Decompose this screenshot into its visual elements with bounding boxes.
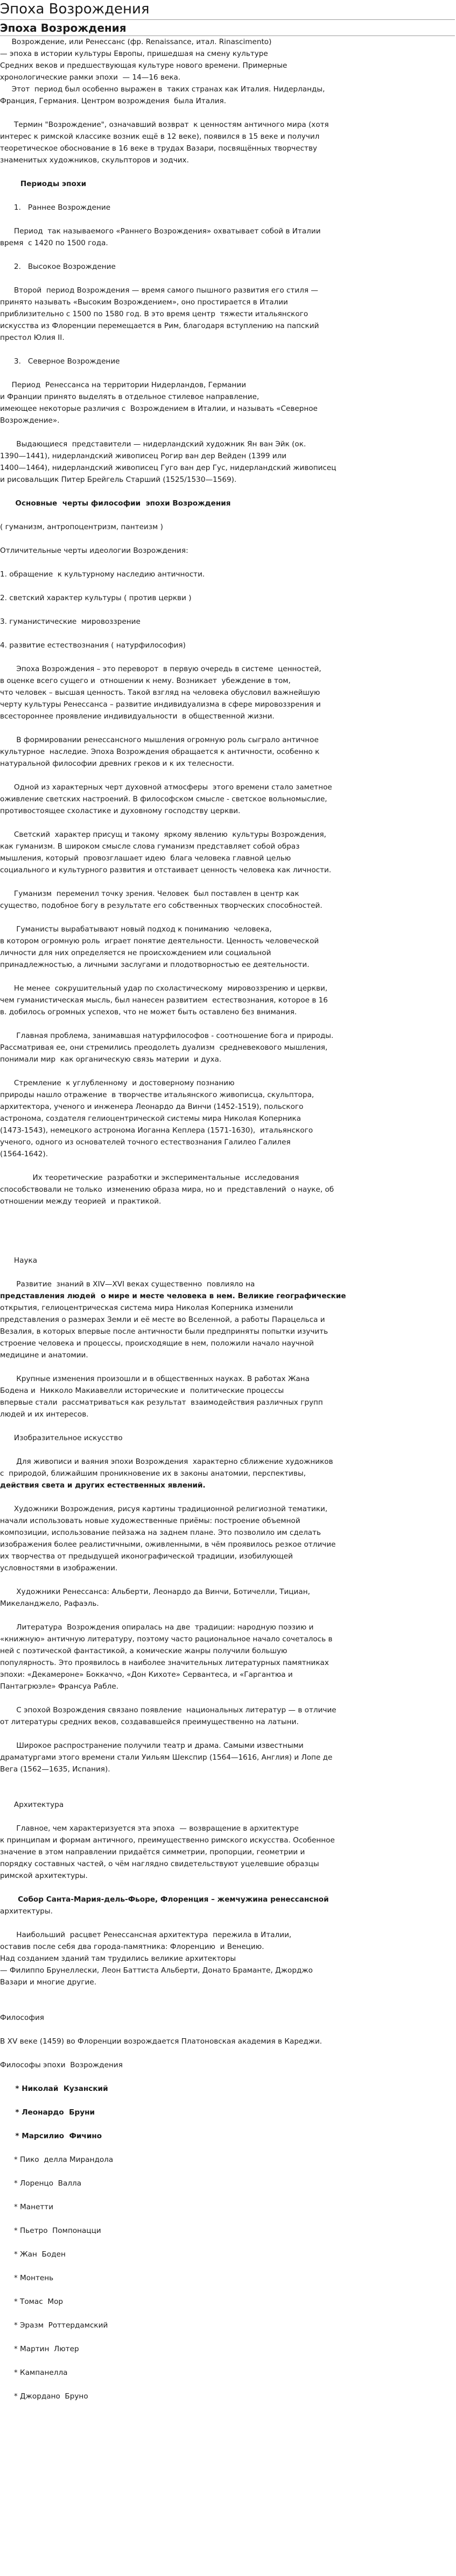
paragraph-line: * Манетти <box>0 2203 54 2211</box>
paragraph-line: теоретическое обоснование в 16 веке в трудах Вазари, посвящённых творчеству <box>0 144 318 153</box>
paragraph-line: 1. Раннее Возрождение <box>0 203 111 212</box>
paragraph-line: чем гуманистическая мысль, был нанесен развитием естествознания, которое в 16 <box>0 996 328 1005</box>
paragraph-line: драматургами этого времени стали Уильям Шекспир (1564—1616, Англия) и Лопе де <box>0 1753 333 1762</box>
paragraph-line: * Пико делла Мирандола <box>0 2155 114 2164</box>
paragraph-line: всестороннее проявление индивидуальности в общественной жизни. <box>0 712 275 721</box>
paragraph-line: Главное, чем характеризуется эта эпоха — возвращение в архитектуре <box>0 1824 299 1833</box>
paragraph-line: Одной из характерных черт духовной атмосферы этого времени стало заметное <box>0 783 332 792</box>
paragraph-line: В XV веке (1459) во Флоренции возрождается Платоновская академия в Кареджи. <box>0 2037 322 2046</box>
paragraph-line: порядку составных частей, о чём наглядно свидетельствуют уцелевшие образцы <box>0 1860 319 1868</box>
paragraph-line: Светский характер присущ и такому яркому явлению культуры Возрождения, <box>0 830 327 839</box>
paragraph-line: интерес к римской классике возник ещё в 12 веке), появился в 15 веке и получил <box>0 132 320 141</box>
paragraph-line: Крупные изменения произошли и в общественных науках. В работах Жана <box>0 1375 310 1383</box>
section-heading: * Николай Кузанский <box>0 2084 108 2093</box>
paragraph-line: Термин "Возрождение", означавший возврат к ценностям античного мира (хотя <box>0 120 329 129</box>
paragraph-line: Пантагрюэле» Франсуа Рабле. <box>0 1682 119 1691</box>
paragraph-line: приблизительно с 1500 по 1580 год. В это время центр тяжести итальянского <box>0 310 308 318</box>
paragraph-line: культурное наследие. Эпоха Возрождения обращается к античности, особенно к <box>0 748 320 756</box>
paragraph-line: популярность. Это проявилось в наиболее значительных литературных памятниках <box>0 1659 329 1667</box>
paragraph-line: (1473-1543), немецкого астронома Иоганна Кеплера (1571-1630), итальянского <box>0 1126 313 1135</box>
paragraph-line: * Лоренцо Валла <box>0 2179 82 2188</box>
paragraph-line: Микеланджело, Рафаэль. <box>0 1599 99 1608</box>
paragraph-line: оживление светских настроений. В философском смысле - светское вольномыслие, <box>0 795 327 803</box>
title-divider <box>0 19 455 20</box>
section-heading: действия света и других естественных явлений. <box>0 1481 206 1490</box>
paragraph-line: Период Ренессанса на территории Нидерландов, Германии <box>0 381 247 389</box>
paragraph-line: * Мартин Лютер <box>0 2345 79 2353</box>
paragraph-line: — эпоха в истории культуры Европы, пришедшая на смену культуре <box>0 49 268 58</box>
paragraph-line: Гуманисты вырабатывают новый подход к пониманию человека, <box>0 925 272 934</box>
paragraph-line: С эпохой Возрождения связано появление национальных литератур — в отличие <box>0 1706 336 1714</box>
paragraph-line: римской архитектуры. <box>0 1871 88 1880</box>
paragraph-line: Широкое распространение получили театр и драма. Самыми известными <box>0 1741 304 1750</box>
paragraph-line: в. добилось огромных успехов, что не может быть оставлено без внимания. <box>0 1008 297 1016</box>
paragraph-line: оставив после себя два города-памятника: Флоренцию и Венецию. <box>0 1942 264 1951</box>
section-heading: Периоды эпохи <box>0 180 87 188</box>
paragraph-line: Главная проблема, занимавшая натурфилософов - соотношение бога и природы. <box>0 1031 334 1040</box>
paragraph-line: * Пьетро Помпонацци <box>0 2226 101 2235</box>
heading-divider <box>0 35 455 36</box>
paragraph-line: ученого, одного из основателей точного естествознания Галилео Галилея <box>0 1138 291 1147</box>
section-heading: представления людей о мире и месте человека в нем. Великие географические <box>0 1292 346 1300</box>
paragraph-line: композиции, использование пейзажа на заднем плане. Это позволило им сделать <box>0 1528 321 1537</box>
page-title: Эпоха Возрождения <box>0 1 150 17</box>
paragraph-line: представления о размерах Земли и её месте во Вселенной, а работы Парацельса и <box>0 1315 325 1324</box>
paragraph-line: * Эразм Роттердамский <box>0 2321 108 2330</box>
article-heading: Эпоха Возрождения <box>0 22 127 34</box>
paragraph-line: * Монтень <box>0 2274 54 2282</box>
paragraph-line: время с 1420 по 1500 года. <box>0 239 108 247</box>
paragraph-line: людей и их интересов. <box>0 1410 89 1419</box>
paragraph-line: астронома, создателя гелиоцентрической системы мира Николая Коперника <box>0 1114 301 1123</box>
section-heading: Основные черты философии эпохи Возрождения <box>0 499 231 508</box>
paragraph-line: Вазари и многие другие. <box>0 1978 97 1987</box>
paragraph-line: значение в этом направлении придаётся симметрии, пропорции, геометрии и <box>0 1848 305 1856</box>
paragraph-line: престол Юлия II. <box>0 333 65 342</box>
paragraph-line: архитектора, ученого и инженера Леонардо да Винчи (1452-1519), польского <box>0 1102 304 1111</box>
paragraph-line: Выдающиеся представители — нидерландский художник Ян ван Эйк (ок. <box>0 440 306 449</box>
paragraph-line: искусства из Флоренции перемещается в Рим, благодаря вступлению на папский <box>0 322 319 330</box>
paragraph-line: к принципам и формам античного, преимущественно римского искусства. Особенное <box>0 1836 335 1845</box>
paragraph-line: Везалия, в которых впервые после античности были предприняты попытки изучить <box>0 1327 328 1336</box>
paragraph-line: Их теоретические разработки и экспериментальные исследования <box>0 1173 299 1182</box>
paragraph-line: принято называть «Высоким Возрождением», оно простирается в Италии <box>0 298 288 307</box>
paragraph-line: впервые стали рассматриваться как результат взаимодействия различных групп <box>0 1398 323 1407</box>
paragraph-line: отношении между теорией и практикой. <box>0 1197 162 1206</box>
paragraph-line: Франция, Германия. Центром возрождения была Италия. <box>0 97 227 105</box>
paragraph-line: Возрождение, или Ренессанс (фр. Renaissance, итал. Rinascimento) <box>0 38 272 46</box>
paragraph-line: с природой, ближайшим проникновение их в законы анатомии, перспективы, <box>0 1469 306 1478</box>
paragraph-line: архитектуры. <box>0 1907 53 1916</box>
paragraph-line: Не менее сокрушительный удар по схоластическому мировоззрению и церкви, <box>0 984 328 993</box>
paragraph-line: Вега (1562—1635, Испания). <box>0 1765 110 1774</box>
paragraph-line: (1564-1642). <box>0 1150 48 1158</box>
paragraph-line: и рисовальщик Питер Брейгель Старший (1525/1530—1569). <box>0 475 237 484</box>
paragraph-line: * Кампанелла <box>0 2368 68 2377</box>
paragraph-line: Бодена и Никколо Макиавелли исторические и политические процессы <box>0 1386 284 1395</box>
section-heading: * Марсилио Фичино <box>0 2132 102 2140</box>
paragraph-line: ней с поэтической фантастикой, а комические жанры получили большую <box>0 1647 287 1655</box>
paragraph-line: Для живописи и ваяния эпохи Возрождения характерно сближение художников <box>0 1457 333 1466</box>
paragraph-line: Средних веков и предшествующая культуре нового времени. Примерные <box>0 61 287 70</box>
paragraph-line: Архитектура <box>0 1801 64 1809</box>
paragraph-line: способствовали не только изменению образа мира, но и представлений о науке, об <box>0 1185 334 1194</box>
paragraph-line: 4. развитие естествознания ( натурфилософия) <box>0 641 186 650</box>
paragraph-line: Художники Возрождения, рисуя картины традиционной религиозной тематики, <box>0 1505 328 1513</box>
paragraph-line: от литературы средних веков, создававшейся преимущественно на латыни. <box>0 1718 299 1726</box>
paragraph-line: принадлежностью, а личными заслугами и плодотворностью ее деятельности. <box>0 960 310 969</box>
paragraph-line: натуральной философии древних греков и к их телесности. <box>0 759 234 768</box>
paragraph-line: черту культуры Ренессанса – развитие индивидуализма в сфере мировоззрения и <box>0 700 321 709</box>
paragraph-line: Эпоха Возрождения – это переворот в первую очередь в системе ценностей, <box>0 665 321 673</box>
paragraph-line: открытия, гелиоцентрическая система мира Николая Коперника изменили <box>0 1304 293 1312</box>
paragraph-line: Стремление к углубленному и достоверному познанию <box>0 1079 235 1087</box>
paragraph-line: 1. обращение к культурному наследию античности. <box>0 570 205 579</box>
paragraph-line: хронологические рамки эпохи — 14—16 века. <box>0 73 181 82</box>
paragraph-line: 2. светский характер культуры ( против церкви ) <box>0 594 192 602</box>
paragraph-line: медицине и анатомии. <box>0 1351 88 1360</box>
paragraph-line: понимали мир как органическую связь материи и духа. <box>0 1055 222 1064</box>
paragraph-line: Отличительные черты идеологии Возрождения: <box>0 546 188 555</box>
paragraph-line: природы нашло отражение в творчестве итальянского живописца, скульптора, <box>0 1091 314 1099</box>
paragraph-line: знаменитых художников, скульпторов и зодчих. <box>0 156 189 165</box>
paragraph-line: в котором огромную роль играет понятие деятельности. Ценность человеческой <box>0 937 319 945</box>
paragraph-line: эпохи: «Декамероне» Боккаччо, «Дон Кихоте» Сервантеса, и «Гаргантюа и <box>0 1670 293 1679</box>
paragraph-line: что человек – высшая ценность. Такой взгляд на человека обусловил важнейшую <box>0 688 320 697</box>
paragraph-line: * Томас Мор <box>0 2297 64 2306</box>
paragraph-line: Период так называемого «Раннего Возрождения» охватывает собой в Италии <box>0 227 321 236</box>
paragraph-line: Наука <box>0 1256 38 1265</box>
paragraph-line: изображения более реалистичными, оживленными, в чём проявилось резкое отличие <box>0 1540 336 1549</box>
paragraph-line: — Филиппо Брунеллески, Леон Баттиста Альберти, Донато Браманте, Джорджо <box>0 1966 313 1975</box>
paragraph-line: как гуманизм. В широком смысле слова гуманизм представляет собой образ <box>0 842 300 851</box>
paragraph-line: условностями в изображении. <box>0 1564 118 1572</box>
paragraph-line: * Жан Боден <box>0 2250 66 2259</box>
paragraph-line: Второй период Возрождения — время самого пышного развития его стиля — <box>0 286 319 295</box>
paragraph-line: 2. Высокое Возрождение <box>0 262 116 271</box>
paragraph-line: Рассматривая ее, они стремились преодолеть дуализм средневекового мышления, <box>0 1043 328 1052</box>
paragraph-line: Гуманизм переменил точку зрения. Человек был поставлен в центр как <box>0 889 299 898</box>
paragraph-line: Художники Ренессанса: Альберти, Леонардо да Винчи, Ботичелли, Тициан, <box>0 1588 310 1596</box>
paragraph-line: «книжную» античную литературу, поэтому часто рациональное начало сочеталось в <box>0 1635 333 1643</box>
paragraph-line: существо, подобное богу в результате его собственных творческих способностей. <box>0 901 322 910</box>
paragraph-line: начали использовать новые художественные приёмы: построение объемной <box>0 1517 300 1525</box>
paragraph-line: 3. Северное Возрождение <box>0 357 120 366</box>
paragraph-line: Литература Возрождения опиралась на две традиции: народную поэзию и <box>0 1623 314 1632</box>
paragraph-line: Философы эпохи Возрождения <box>0 2061 123 2069</box>
section-heading: Собор Санта-Мария-дель-Фьоре, Флоренция – жемчужина ренессансной <box>0 1895 329 1904</box>
paragraph-line: Философия <box>0 2013 44 2022</box>
paragraph-line: строение человека и процессы, происходящие в нем, положили начало научной <box>0 1339 314 1348</box>
paragraph-line: 3. гуманистические мировоззрение <box>0 617 141 626</box>
paragraph-line: Развитие знаний в XIV—XVI веках существенно повлияло на <box>0 1280 255 1289</box>
section-heading: * Леонардо Бруни <box>0 2108 95 2117</box>
paragraph-line: * Джордано Бруно <box>0 2392 88 2401</box>
paragraph-line: ( гуманизм, антропоцентризм, пантеизм ) <box>0 523 163 531</box>
paragraph-line: Этот период был особенно выражен в таких странах как Италия. Нидерланды, <box>0 85 325 94</box>
paragraph-line: Изобразительное искусство <box>0 1434 123 1442</box>
paragraph-line: В формировании ренессансного мышления огромную роль сыграло античное <box>0 736 319 744</box>
paragraph-line: Над созданием зданий там трудились великие архитекторы <box>0 1954 236 1963</box>
paragraph-line: 1390—1441), нидерландский живописец Рогир ван дер Вейден (1399 или <box>0 452 287 460</box>
paragraph-line: личности для них определяется не происхождением или социальной <box>0 949 271 957</box>
paragraph-line: и Франции принято выделять в отдельное стилевое направление, <box>0 393 259 401</box>
paragraph-line: 1400—1464), нидерландский живописец Гуго ван дер Гус, нидерландский живописец <box>0 464 336 472</box>
paragraph-line: социального и культурного развития и отстаивает ценность человека как личности. <box>0 866 332 874</box>
paragraph-line: Наибольший расцвет Ренессансная архитектура пережила в Италии, <box>0 1931 292 1939</box>
paragraph-line: в оценке всего сущего и отношении к нему. Возникает убеждение в том, <box>0 677 291 685</box>
paragraph-line: имеющее некоторые различия с Возрождением в Италии, и называть «Северное <box>0 404 318 413</box>
paragraph-line: мышления, который провозглашает идею блага человека главной целью <box>0 854 291 863</box>
paragraph-line: Возрождение». <box>0 416 60 425</box>
paragraph-line: их творчества от предыдущей иконографической традиции, изобилующей <box>0 1552 293 1561</box>
paragraph-line: противостоящее схоластике и духовному господству церкви. <box>0 807 241 815</box>
